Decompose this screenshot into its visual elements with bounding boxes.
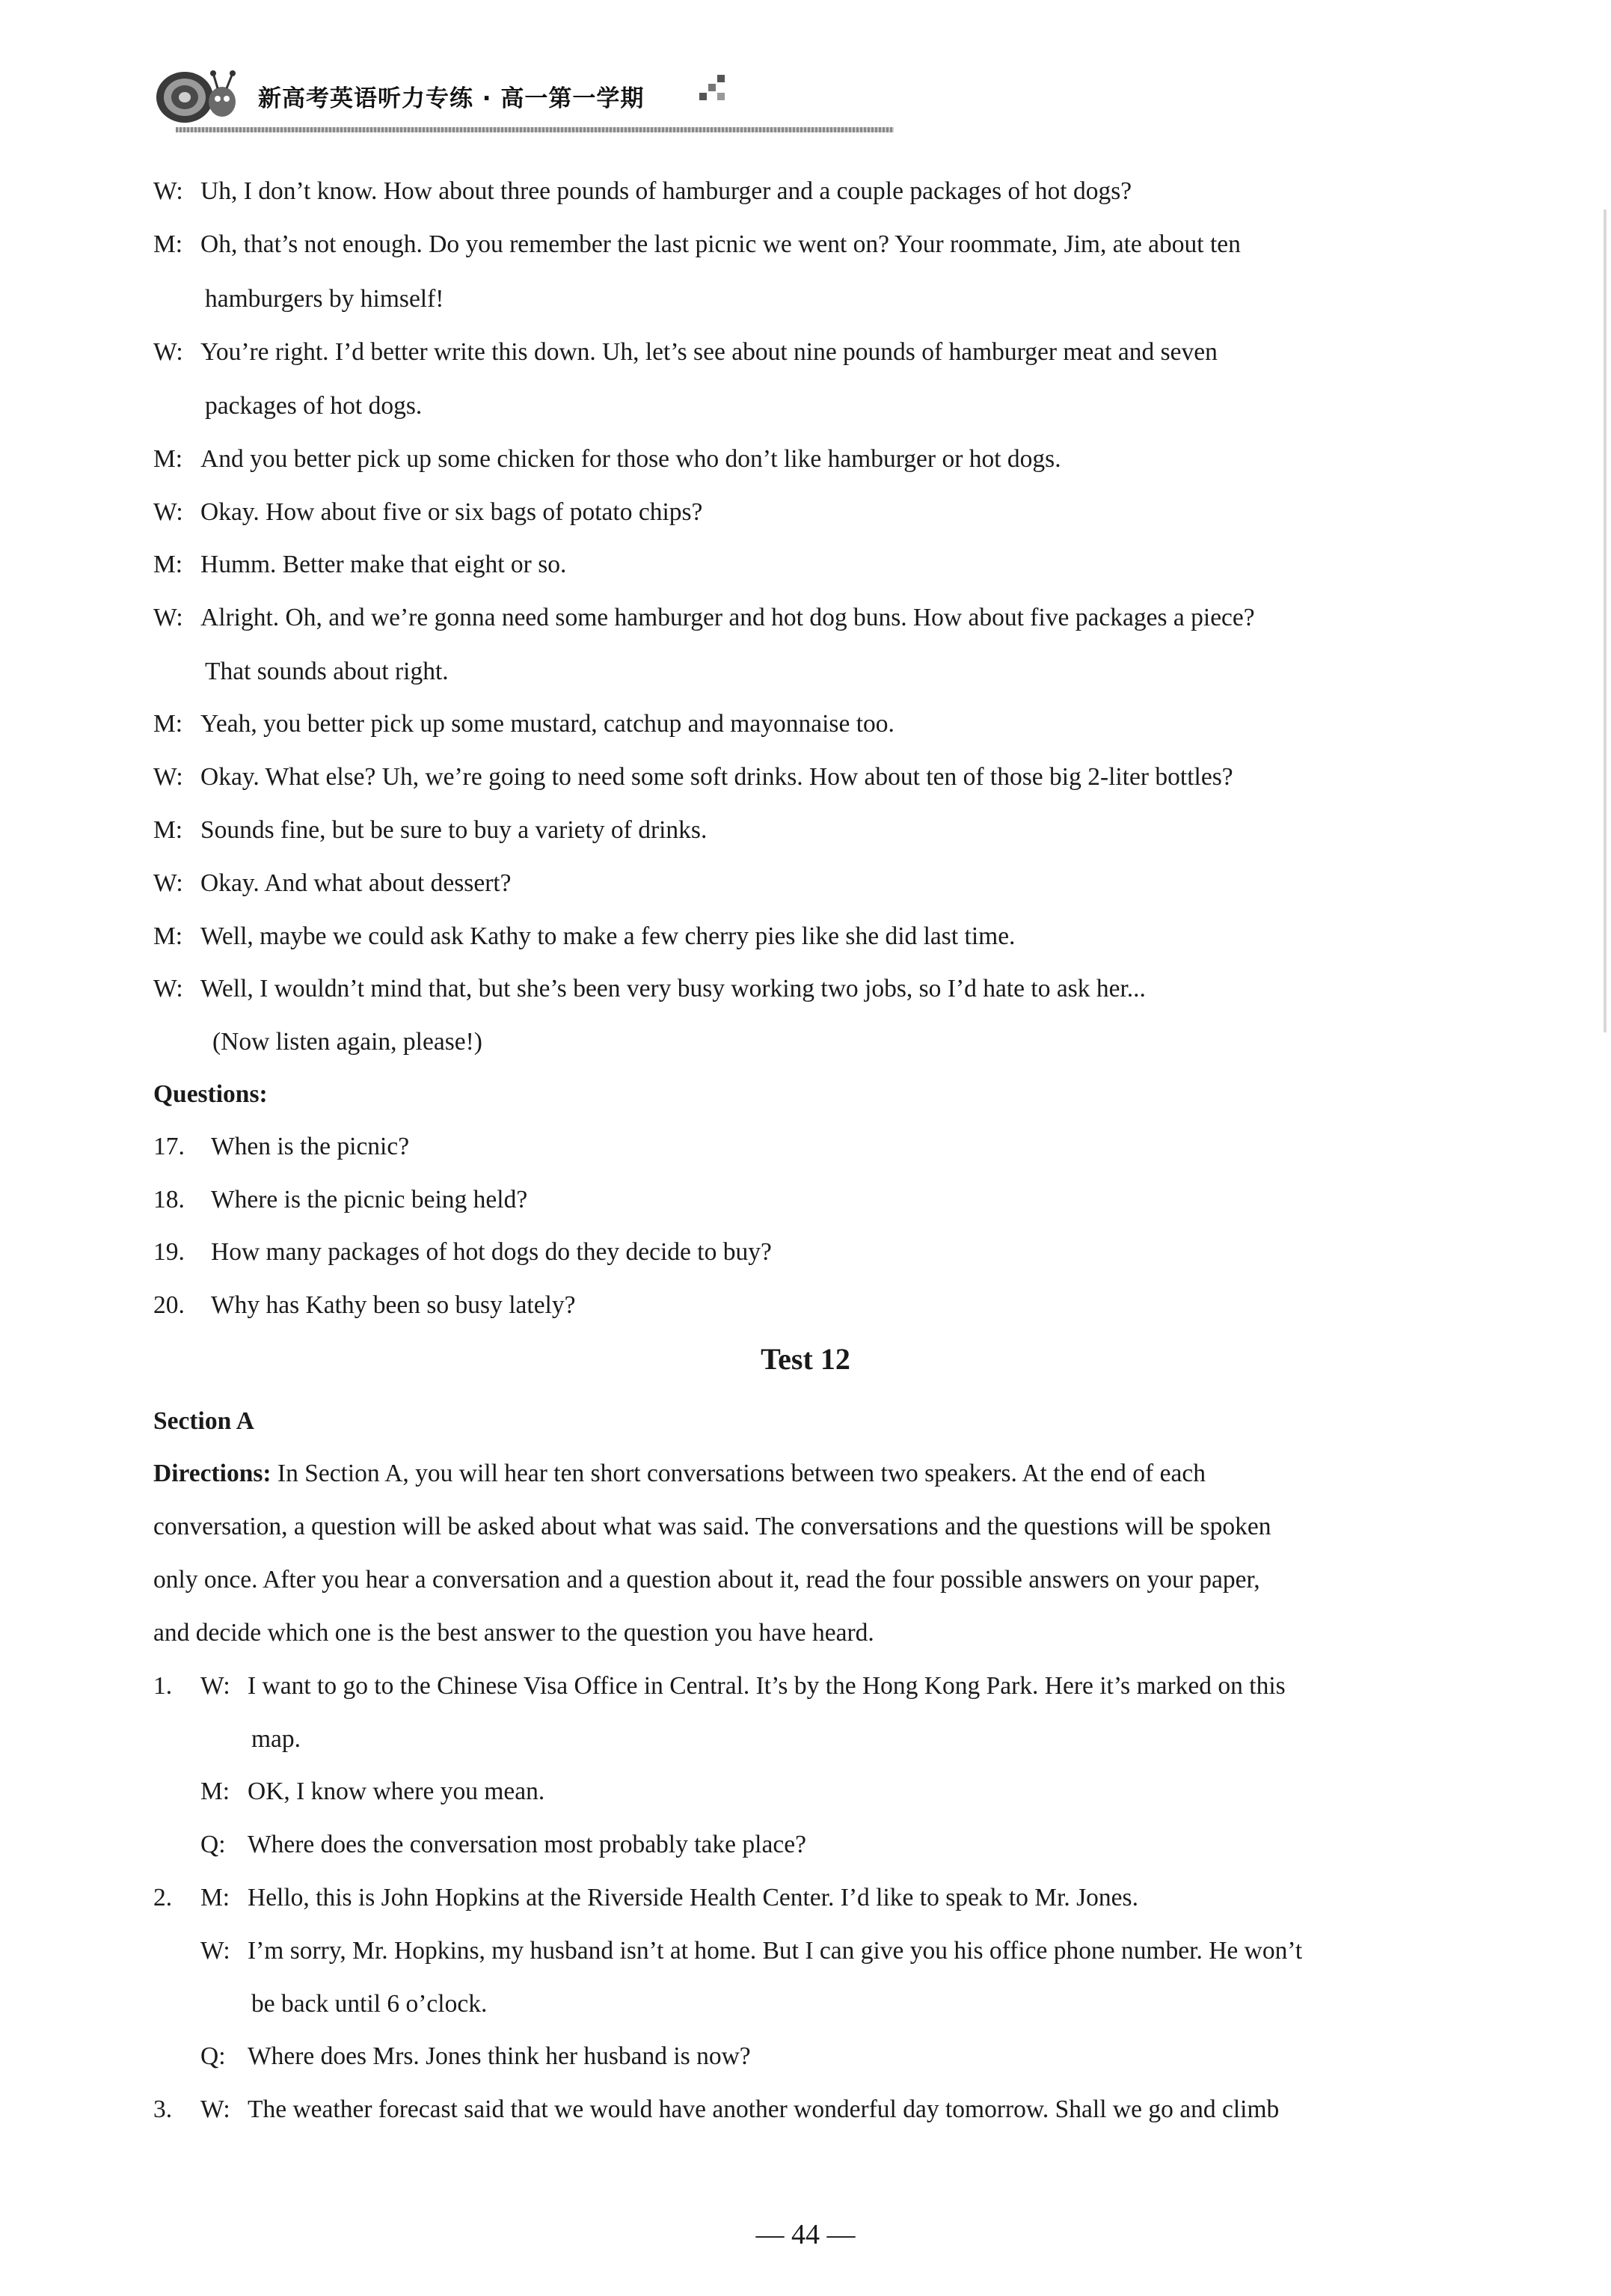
page-edge [1604,209,1607,1032]
item-line: W: I’m sorry, Mr. Hopkins, my husband isn’t at home. But I can give you his office phone number. He won’t [200,1937,1303,1965]
header-rule [176,127,894,132]
questions-label: Questions: [153,1080,268,1108]
dialogue-line: M: Humm. Better make that eight or so. [153,551,567,578]
checker-decoration-icon [699,75,729,105]
dialogue-line: M: Oh, that’s not enough. Do you remember the last picnic we went on? Your roommate, Jim, ate about ten [153,230,1241,258]
item-line: 3. W: The weather forecast said that we would have another wonderful day tomorrow. Shall we go and climb [153,2096,1280,2123]
question-item: 18. Where is the picnic being held? [153,1186,528,1213]
dialogue-line: W: You’re right. I’d better write this down. Uh, let’s see about nine pounds of hamburger meat and seven [153,338,1218,366]
dialogue-line: W: Okay. What else? Uh, we’re going to need some soft drinks. How about ten of those big 2-liter bottles? [153,763,1233,791]
dialogue-line: M: Yeah, you better pick up some mustard, catchup and mayonnaise too. [153,710,895,738]
section-heading: Section A [153,1407,254,1435]
dialogue-line: M: Sounds fine, but be sure to buy a variety of drinks. [153,816,708,844]
item-question: Q: Where does Mrs. Jones think her husband is now? [200,2042,751,2070]
dialogue-line: M: And you better pick up some chicken for those who don’t like hamburger or hot dogs. [153,445,1061,473]
directions-line: only once. After you hear a conversation and a question about it, read the four possible answers on your paper, [153,1566,1260,1594]
directions-line: Directions: In Section A, you will hear ten short conversations between two speakers. At the end of each [153,1460,1206,1487]
dialogue-line: W: Well, I wouldn’t mind that, but she’s been very busy working two jobs, so I’d hate to ask her... [153,975,1146,1002]
test-title: Test 12 [761,1342,850,1376]
dialogue-line: W: Okay. How about five or six bags of potato chips? [153,498,703,526]
item-line: 2. M: Hello, this is John Hopkins at the Riverside Health Center. I’d like to speak to Mr. Jones. [153,1884,1138,1911]
item-line: M: OK, I know where you mean. [200,1778,545,1805]
item-question: Q: Where does the conversation most probably take place? [200,1831,806,1858]
dialogue-line: W: Okay. And what about dessert? [153,869,512,897]
item-line: 1. W: I want to go to the Chinese Visa Office in Central. It’s by the Hong Kong Park. Here it’s marked on this [153,1672,1286,1700]
directions-line: conversation, a question will be asked about what was said. The conversations and the questions will be spoken [153,1513,1271,1540]
snail-logo-icon [153,67,243,127]
dialogue-line-continued: That sounds about right. [205,658,449,685]
dialogue-line: W: Alright. Oh, and we’re gonna need some hamburger and hot dog buns. How about five packages a piece? [153,604,1255,631]
directions-line: and decide which one is the best answer to the question you have heard. [153,1619,874,1647]
page-number: — 44 — [755,2219,856,2250]
question-item: 20. Why has Kathy been so busy lately? [153,1291,576,1319]
book-title: 新高考英语听力专练 · 高一第一学期 [258,85,645,112]
dialogue-line-continued: packages of hot dogs. [205,392,423,420]
question-item: 19. How many packages of hot dogs do they decide to buy? [153,1238,772,1266]
question-item: 17. When is the picnic? [153,1133,410,1160]
item-line-continued: map. [251,1725,301,1753]
dialogue-line: W: Uh, I don’t know. How about three pounds of hamburger and a couple packages of hot dogs? [153,177,1132,205]
item-line-continued: be back until 6 o’clock. [251,1990,488,2018]
dialogue-line: M: Well, maybe we could ask Kathy to make a few cherry pies like she did last time. [153,922,1016,950]
dialogue-line-continued: hamburgers by himself! [205,285,444,313]
listen-again-note: (Now listen again, please!) [212,1028,482,1056]
page-header [153,66,752,141]
